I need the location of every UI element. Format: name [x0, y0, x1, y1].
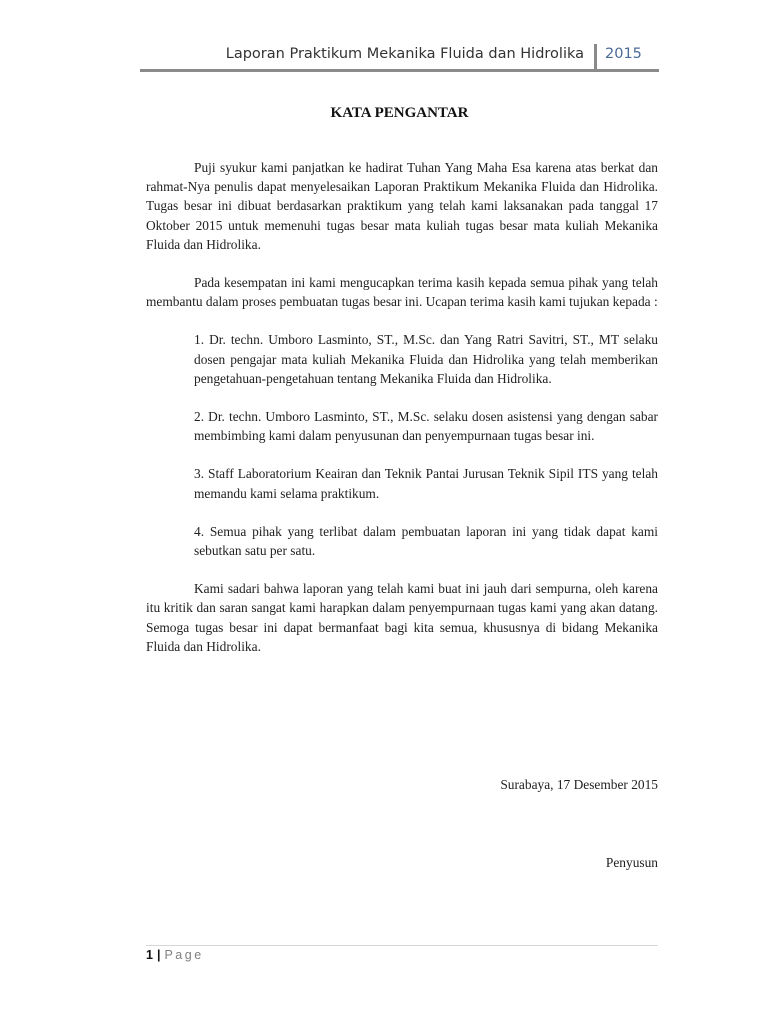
list-item: 3. Staff Laboratorium Keairan dan Teknik Pantai Jurusan Teknik Sipil ITS yang telah memandu kami selama praktikum. — [194, 466, 658, 501]
header-rule — [140, 69, 659, 72]
document-title: KATA PENGANTAR — [330, 105, 469, 121]
page-label: Page — [164, 948, 204, 962]
header-title: Laporan Praktikum Mekanika Fluida dan Hidrolika — [225, 46, 584, 62]
header-separator — [594, 44, 597, 70]
closing-paragraph: Kami sadari bahwa laporan yang telah kami buat ini jauh dari sempurna, oleh karena itu kritik dan saran sangat kami harapkan dalam penyempurnaan tugas kami yang akan datang. Semoga tugas besar ini dapat bermanfaat bagi kita semua, khususnya di bidang Mekanika Fluida dan Hidrolika. — [146, 581, 658, 654]
list-item: 4. Semua pihak yang terlibat dalam pembuatan laporan ini yang tidak dapat kami sebutkan satu per satu. — [194, 523, 658, 559]
thanks-paragraph: Pada kesempatan ini kami mengucapkan terima kasih kepada semua pihak yang telah membantu dalam proses pembuatan tugas besar ini. Ucapan terima kasih kami tujukan kepada : — [146, 275, 658, 310]
place-date: Surabaya, 17 Desember 2015 — [500, 777, 658, 792]
list-item: 1. Dr. techn. Umboro Lasminto, ST., M.Sc. dan Yang Ratri Savitri, ST., MT selaku dosen pengajar mata kuliah Mekanika Fluida dan Hidrolika yang telah memberikan pengetahuan-pengetahuan tentang Mekanika Fluida dan Hidrolika. — [194, 332, 658, 386]
page-header — [140, 44, 658, 70]
page-number: 1 — [146, 948, 153, 962]
footer-separator: | — [156, 948, 161, 962]
document-body — [146, 158, 658, 675]
page-footer — [146, 948, 204, 962]
list-item: 2. Dr. techn. Umboro Lasminto, ST., M.Sc. selaku dosen asistensi yang dengan sabar membimbing kami dalam penyusunan dan penyempurnaan tugas besar ini. — [194, 409, 658, 444]
signature: Penyusun — [605, 855, 658, 870]
intro-paragraph: Puji syukur kami panjatkan ke hadirat Tuhan Yang Maha Esa karena atas berkat dan rahmat-Nya penulis dapat menyelesaikan Laporan Praktikum Mekanika Fluida dan Hidrolika. Tugas besar ini dibuat berdasarkan praktikum yang telah kami laksanakan pada tanggal 17 Oktober 2015 untuk memenuhi tugas besar mata kuliah tugas besar mata kuliah Mekanika Fluida dan Hidrolika. — [146, 160, 658, 252]
header-year: 2015 — [605, 46, 642, 62]
footer-rule — [146, 945, 658, 946]
